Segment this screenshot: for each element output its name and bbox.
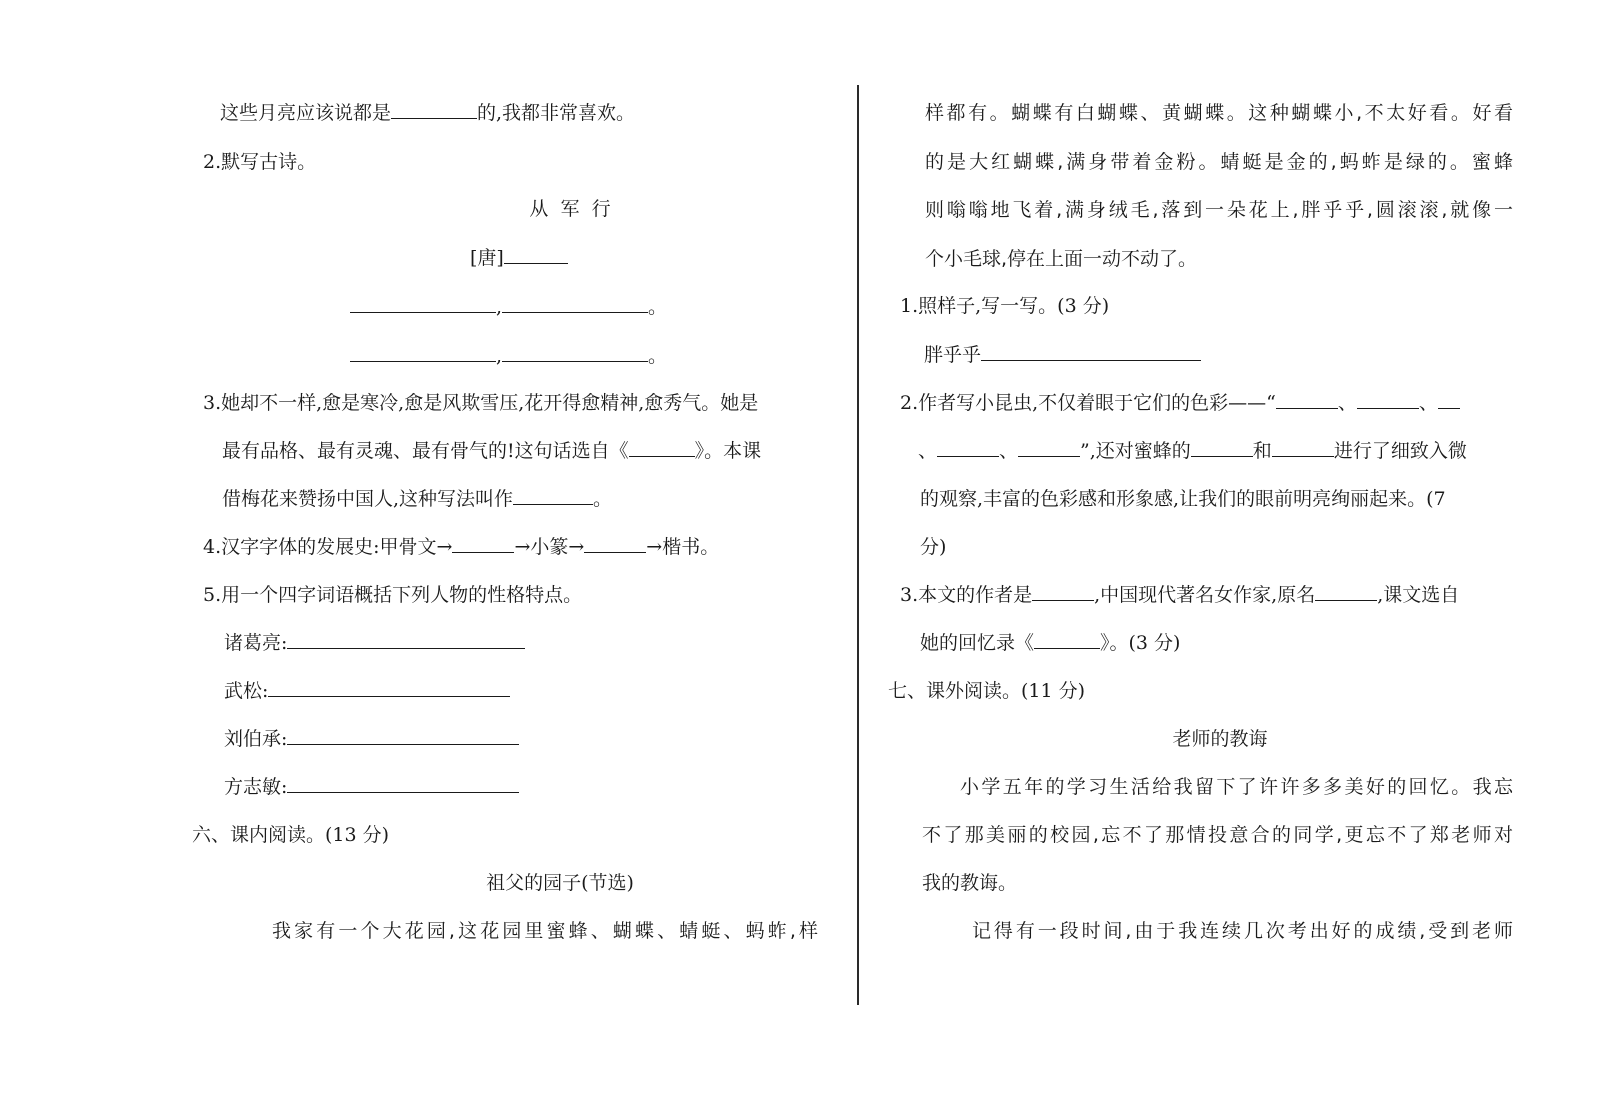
- section-7-heading: 七、课外阅读。(11 分): [888, 680, 1086, 702]
- poem-line-1: [350, 294, 667, 320]
- blank-original-name[interactable]: [1315, 582, 1377, 601]
- blank-liubocheng[interactable]: [287, 726, 519, 745]
- q3-text-post: 》。本课: [694, 440, 762, 462]
- separator: 、: [999, 440, 1019, 462]
- q4-text-mid: →小篆→: [514, 536, 585, 558]
- person-wusong: [224, 678, 510, 704]
- passage-line-3: 则嗡嗡地飞着,满身绒毛,落到一朵花上,胖乎乎,圆滚滚,就像一: [925, 199, 1513, 221]
- right-question-1: 1.照样子,写一写。(3 分): [900, 295, 1110, 317]
- question-3-line-3: [222, 486, 612, 512]
- section-7-title: 老师的教诲: [1172, 728, 1268, 750]
- q3-line3-text: 借梅花来赞扬中国人,这种写法叫作: [222, 488, 514, 510]
- column-divider: [857, 85, 859, 1005]
- passage-line-4: 个小毛球,停在上面一动不动了。: [925, 248, 1198, 270]
- separator: 、: [918, 440, 938, 462]
- question-2: 2.默写古诗。: [203, 151, 317, 173]
- blank-color-1[interactable]: [1276, 390, 1338, 409]
- q3-text-mid2: ,课文选自: [1377, 584, 1460, 606]
- poem-author-line: [470, 245, 568, 271]
- blank-color-3a[interactable]: [1438, 390, 1460, 409]
- section-6-heading: 六、课内阅读。(13 分): [192, 824, 390, 846]
- passage-line-2: 的是大红蝴蝶,满身带着金粉。蜻蜓是金的,蚂蚱是绿的。蜜蜂: [925, 151, 1513, 173]
- blank-bee-1[interactable]: [1191, 438, 1253, 457]
- blank-moon[interactable]: [391, 100, 477, 119]
- blank-script-2[interactable]: [584, 534, 646, 553]
- passage-line-1: 样都有。蝴蝶有白蝴蝶、黄蝴蝶。这种蝴蝶小,不太好看。好看: [925, 102, 1513, 124]
- person-liubocheng: [224, 726, 519, 752]
- person-zhuge: [224, 630, 525, 656]
- moon-text-pre: 这些月亮应该说都是: [220, 102, 392, 124]
- comma: ,: [496, 296, 503, 318]
- right-question-1-example: [924, 342, 1201, 368]
- moon-text-post: 的,我都非常喜欢。: [477, 102, 636, 124]
- right-question-2-line-2: [918, 438, 1467, 464]
- blank-poem-2a[interactable]: [350, 343, 496, 362]
- separator: 、: [1337, 392, 1357, 414]
- blank-poem-2b[interactable]: [502, 343, 648, 362]
- section-7-para2-line1: 记得有一段时间,由于我连续几次考出好的成绩,受到老师: [972, 920, 1513, 942]
- section-6-paragraph: 我家有一个大花园,这花园里蜜蜂、蝴蝶、蜻蜓、蚂蚱,样: [272, 920, 818, 942]
- blank-example[interactable]: [981, 342, 1201, 361]
- blank-wusong[interactable]: [268, 678, 510, 697]
- section-7-para1-line2: 不了那美丽的校园,忘不了那情投意合的同学,更忘不了郑老师对: [922, 824, 1513, 846]
- period: 。: [593, 488, 613, 510]
- poem-title: 从 军 行: [529, 198, 611, 220]
- q2-text-quote: ”,还对蜜蜂的: [1080, 440, 1191, 462]
- section-7-para1-line1: 小学五年的学习生活给我留下了许许多多美好的回忆。我忘: [960, 776, 1513, 798]
- blank-script-1[interactable]: [452, 534, 514, 553]
- q2-text-and: 和: [1252, 440, 1272, 462]
- right-question-3-line-1: [900, 582, 1459, 608]
- example-word: 胖乎乎: [924, 344, 982, 366]
- section-7-para1-line3: 我的教诲。: [922, 872, 1018, 894]
- q3-text-pre: 3.本文的作者是: [900, 584, 1033, 606]
- period: 。: [648, 296, 668, 318]
- right-question-2-line-4: 分): [920, 536, 947, 558]
- person-label: 方志敏:: [224, 776, 288, 798]
- comma: ,: [496, 345, 503, 367]
- q3-text-mid1: ,中国现代著名女作家,原名: [1094, 584, 1316, 606]
- blank-technique[interactable]: [513, 486, 593, 505]
- q3-line2-post: 》。(3 分): [1100, 632, 1181, 654]
- person-label: 诸葛亮:: [224, 632, 288, 654]
- moon-sentence: [220, 100, 635, 126]
- right-question-2-line-3: 的观察,丰富的色彩感和形象感,让我们的眼前明亮绚丽起来。(7: [920, 488, 1446, 510]
- blank-color-4[interactable]: [937, 438, 999, 457]
- blank-bee-2[interactable]: [1272, 438, 1334, 457]
- right-question-2-line-1: [900, 390, 1460, 416]
- person-fangzhimin: [224, 774, 519, 800]
- blank-color-2[interactable]: [1357, 390, 1419, 409]
- blank-color-5[interactable]: [1018, 438, 1080, 457]
- blank-poem-1b[interactable]: [502, 294, 648, 313]
- separator: 、: [1418, 392, 1438, 414]
- blank-zhuge[interactable]: [287, 630, 525, 649]
- question-3-line-2: [222, 438, 761, 464]
- q4-text-pre: 4.汉字字体的发展史:甲骨文→: [203, 536, 453, 558]
- q4-text-post: →楷书。: [646, 536, 720, 558]
- person-label: 武松:: [224, 680, 269, 702]
- blank-fangzhimin[interactable]: [287, 774, 519, 793]
- question-4: [203, 534, 719, 560]
- q2-text-post: 进行了细致入微: [1333, 440, 1467, 462]
- right-question-3-line-2: [920, 630, 1180, 656]
- section-6-title: 祖父的园子(节选): [486, 872, 634, 894]
- poem-dynasty: [唐]: [470, 247, 504, 269]
- blank-source[interactable]: [629, 438, 695, 457]
- q3-text-pre: 最有品格、最有灵魂、最有骨气的!这句话选自《: [222, 440, 629, 462]
- period: 。: [648, 345, 668, 367]
- question-3-line-1: 3.她却不一样,愈是寒冷,愈是风欺雪压,花开得愈精神,愈秀气。她是: [203, 392, 759, 414]
- blank-author[interactable]: [1032, 582, 1094, 601]
- q3-line2-pre: 她的回忆录《: [920, 632, 1035, 654]
- blank-memoir[interactable]: [1034, 630, 1100, 649]
- poem-line-2: [350, 343, 667, 369]
- blank-poet[interactable]: [504, 245, 568, 264]
- q2-text-pre: 2.作者写小昆虫,不仅着眼于它们的色彩——“: [900, 392, 1276, 414]
- blank-poem-1a[interactable]: [350, 294, 496, 313]
- question-5: 5.用一个四字词语概括下列人物的性格特点。: [203, 584, 583, 606]
- person-label: 刘伯承:: [224, 728, 288, 750]
